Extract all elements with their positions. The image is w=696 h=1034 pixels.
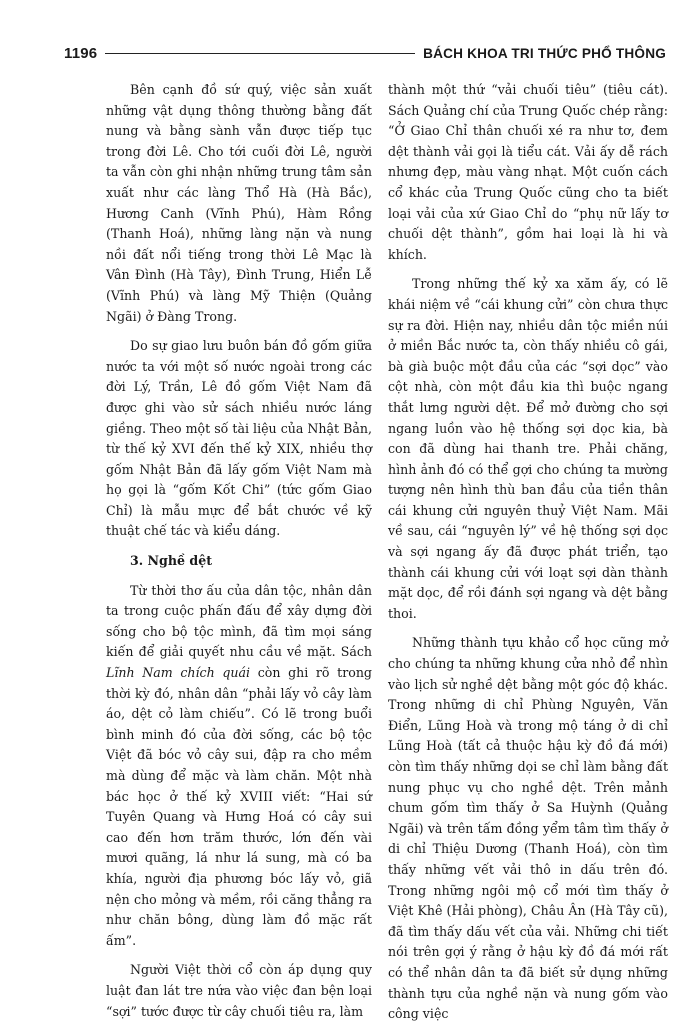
paragraph — [106, 581, 372, 952]
right-column — [388, 80, 668, 1034]
left-column — [106, 80, 372, 1031]
book-title: Lĩnh Nam chích quái — [106, 665, 251, 681]
paragraph-text: còn ghi rõ trong thời kỳ đó, nhân dân “phải lấy vỏ cây làm áo, dệt cỏ làm chiếu”. Có lẽ trong buổi bình minh đó của đời sống, các bộ tộc Việt đã bóc vỏ cây sui, đập ra cho mềm mà dùng để mặc và làm chăn. Một nhà bác học ở thế kỷ XVIII viết: “Hai sứ Tuyên Quang và Hưng Hoá có cây sui cao đến hơn trăm thước, lớn đến vài mươi quãng, lá như lá sung, mà có ba khía, người địa phương bóc lấy vỏ, giã nện cho mỏng và mềm, rồi căng thẳng ra như chăn bông, dùng làm đồ mặc rất ấm”. — [106, 665, 372, 948]
running-title: BÁCH KHOA TRI THỨC PHỔ THÔNG — [423, 45, 666, 61]
paragraph: Những thành tựu khảo cổ học cũng mở cho chúng ta những khung cửa nhỏ để nhìn vào lịch sử nghề dệt bằng một góc độ khác. Trong những di chỉ Phùng Nguyên, Văn Điển, Lũng Hoà và trong mộ táng ở di chỉ Lũng Hoà (tất cả thuộc hậu kỳ đồ đá mới) còn tìm thấy những dọi se chỉ làm bằng đất nung phục vụ cho nghề dệt. Trên mảnh chum gốm tìm thấy ở Sa Huỳnh (Quảng Ngãi) và trên tấm đồng yểm tâm tìm thấy ở di chỉ Thiệu Dương (Thanh Hoá), còn tìm thấy những vết vải thô in dấu trên đó. Trong những ngôi mộ cổ mới tìm thấy ở Việt Khê (Hải phòng), Châu Ân (Hà Tây cũ), đã tìm thấy dấu vết của vải. Những chi tiết nói trên gợi ý rằng ở hậu kỳ đồ đá mới rất có thể nhân dân ta đã biết sử dụng những thành tựu của nghề nặn và nung gốm vào công việc — [388, 635, 668, 1022]
paragraph: Do sự giao lưu buôn bán đồ gốm giữa nước ta với một số nước ngoài trong các đời Lý, Trần, Lê đồ gốm Việt Nam đã được ghi vào sử sách nhiều nước láng giềng. Theo một số tài liệu của Nhật Bản, từ thế kỷ XVI đến thế kỷ XIX, nhiều thợ gốm Nhật Bản đã lấy gốm Việt Nam mà họ gọi là “gốm Kốt Chi” (tức gốm Giao Chỉ) là mẫu mực để bắt chước về kỹ thuật chế tác và kiểu dáng. — [106, 338, 372, 539]
section-heading: 3. Nghề dệt — [130, 553, 213, 569]
paragraph-continued: thành một thứ “vải chuối tiêu” (tiêu cát). Sách Quảng chí của Trung Quốc chép rằng: “Ở Giao Chỉ thân chuối xé ra như tơ, đem dệt thành vải gọi là tiểu cát. Vải ấy dễ rách nhưng đẹp, màu vàng nhạt. Một cuốn cách cổ khác của Trung Quốc cũng cho ta biết loại vải của xứ Giao Chỉ do “phụ nữ lấy tơ chuối dệt thành”, gồm hai loại là hi và khích. — [388, 82, 668, 262]
paragraph: Trong những thế kỷ xa xăm ấy, có lẽ khái niệm về “cái khung cửi” còn chưa thực sự ra đời. Hiện nay, nhiều dân tộc miền núi ở miền Bắc nước ta, còn thấy nhiều cô gái, bà già buộc một đầu của các “sợi dọc” vào cột nhà, còn một đầu kia thì buộc ngang thắt lưng người dệt. Để mở đường cho sợi ngang luồn vào hệ thống sợi dọc kia, bà con đã dùng hai thanh tre. Phải chăng, hình ảnh đó có thể gợi cho chúng ta mường tượng nên hình thù ban đầu của tiền thân cái khung cửi nguyên thuỷ Việt Nam. Mãi về sau, cái “nguyên lý” về hệ thống sợi dọc và sợi ngang ấy đã được phát triển, tạo thành cái khung cửi với loạt sợi dàn thành mặt dọc, để rồi đánh sợi ngang và dệt bằng thoi. — [388, 276, 668, 621]
page-header — [64, 44, 666, 62]
header-rule — [105, 53, 415, 54]
paragraph-text: Từ thời thơ ấu của dân tộc, nhân dân ta trong cuộc phấn đấu để xây dựng đời sống cho bộ tộc mình, đã tìm mọi sáng kiến để giải quyết nhu cầu về mặt. Sách — [106, 582, 372, 660]
paragraph: Bên cạnh đồ sứ quý, việc sản xuất những vật dụng thông thường bằng đất nung và bằng sành vẫn được tiếp tục trong đời Lê. Cho tới cuối đời Lê, người ta vẫn còn ghi nhận những trung tâm sản xuất như các làng Thổ Hà (Hà Bắc), Hương Canh (Vĩnh Phú), Hàm Rồng (Thanh Hoá), những làng nặn và nung nồi đất nổi tiếng trong thời Lê Mạc là Vân Đình (Hà Tây), Đình Trung, Hiển Lễ (Vĩnh Phú) và làng Mỹ Thiện (Quảng Ngãi) ở Đàng Trong. — [106, 82, 372, 324]
page-number: 1196 — [64, 44, 98, 62]
paragraph: Người Việt thời cổ còn áp dụng quy luật đan lát tre nứa vào việc đan bện loại “sợi” tước được từ cây chuối tiêu ra, làm — [106, 962, 372, 1019]
